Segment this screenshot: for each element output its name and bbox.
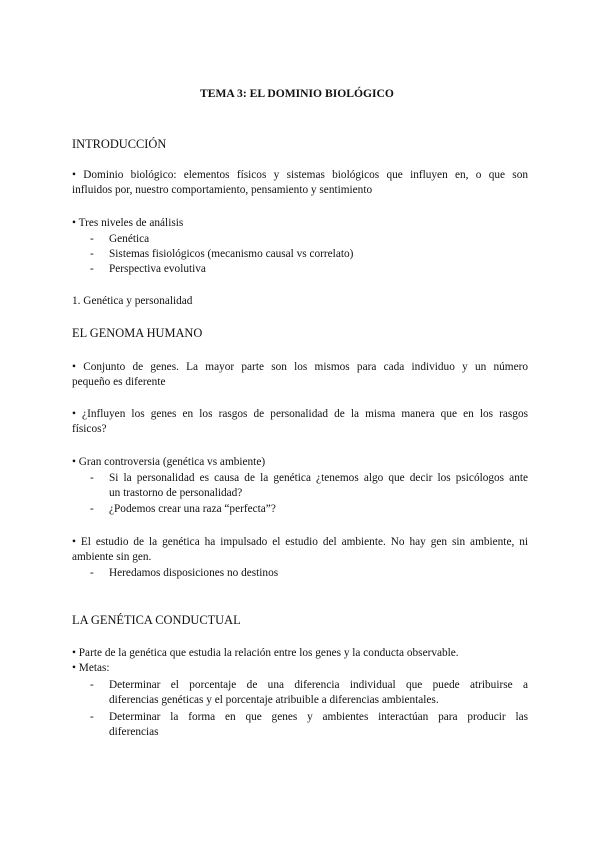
list-item: Determinar la forma en que genes y ambientes interactúan para producir las xyxy=(109,711,528,723)
levels-intro: • Tres niveles de análisis xyxy=(72,217,184,229)
genome-paragraph-line: • ¿Influyen los genes en los rasgos de personalidad de la misma manera que en los rasgos xyxy=(72,408,528,420)
genome-paragraph-line: pequeño es diferente xyxy=(72,376,166,388)
list-dash: - xyxy=(90,711,94,723)
list-dash: - xyxy=(90,567,94,579)
environment-paragraph-line: • El estudio de la genética ha impulsado el estudio del ambiente. No hay gen sin ambiente, ni xyxy=(72,536,528,548)
list-dash: - xyxy=(90,263,94,275)
list-item: un trastorno de personalidad? xyxy=(109,487,243,499)
list-item: Sistemas fisiológicos (mecanismo causal vs correlato) xyxy=(109,248,354,260)
genome-heading: EL GENOMA HUMANO xyxy=(72,326,203,340)
intro-paragraph-line: • Dominio biológico: elementos físicos y sistemas biológicos que influyen en, o que son xyxy=(72,169,528,181)
intro-heading: INTRODUCCIÓN xyxy=(72,137,167,151)
list-item: Determinar el porcentaje de una diferencia individual que puede atribuirse a xyxy=(109,679,528,691)
behavioral-paragraph-line: • Parte de la genética que estudia la relación entre los genes y la conducta observable. xyxy=(72,647,459,659)
goals-line: • Metas: xyxy=(72,662,110,674)
list-item: Genética xyxy=(109,233,150,245)
list-dash: - xyxy=(90,248,94,260)
behavioral-genetics-heading: LA GENÉTICA CONDUCTUAL xyxy=(72,613,241,627)
list-item: diferencias genéticas y el porcentaje atribuible a diferencias ambientales. xyxy=(109,694,439,706)
list-item: Si la personalidad es causa de la genética ¿tenemos algo que decir los psicólogos ante xyxy=(109,472,528,484)
list-dash: - xyxy=(90,472,94,484)
page-title: TEMA 3: EL DOMINIO BIOLÓGICO xyxy=(200,87,394,100)
list-item: diferencias xyxy=(109,726,159,738)
list-dash: - xyxy=(90,233,94,245)
list-item: Heredamos disposiciones no destinos xyxy=(109,567,279,579)
environment-paragraph-line: ambiente sin gen. xyxy=(72,551,152,563)
list-item: Perspectiva evolutiva xyxy=(109,263,206,275)
section-title: 1. Genética y personalidad xyxy=(72,295,193,307)
genome-paragraph-line: físicos? xyxy=(72,423,107,435)
controversy-line: • Gran controversia (genética vs ambiente) xyxy=(72,456,266,468)
list-dash: - xyxy=(90,679,94,691)
genome-paragraph-line: • Conjunto de genes. La mayor parte son los mismos para cada individuo y un número xyxy=(72,361,528,373)
intro-paragraph-line: influidos por, nuestro comportamiento, pensamiento y sentimiento xyxy=(72,184,373,196)
list-item: ¿Podemos crear una raza “perfecta”? xyxy=(109,503,276,515)
list-dash: - xyxy=(90,503,94,515)
